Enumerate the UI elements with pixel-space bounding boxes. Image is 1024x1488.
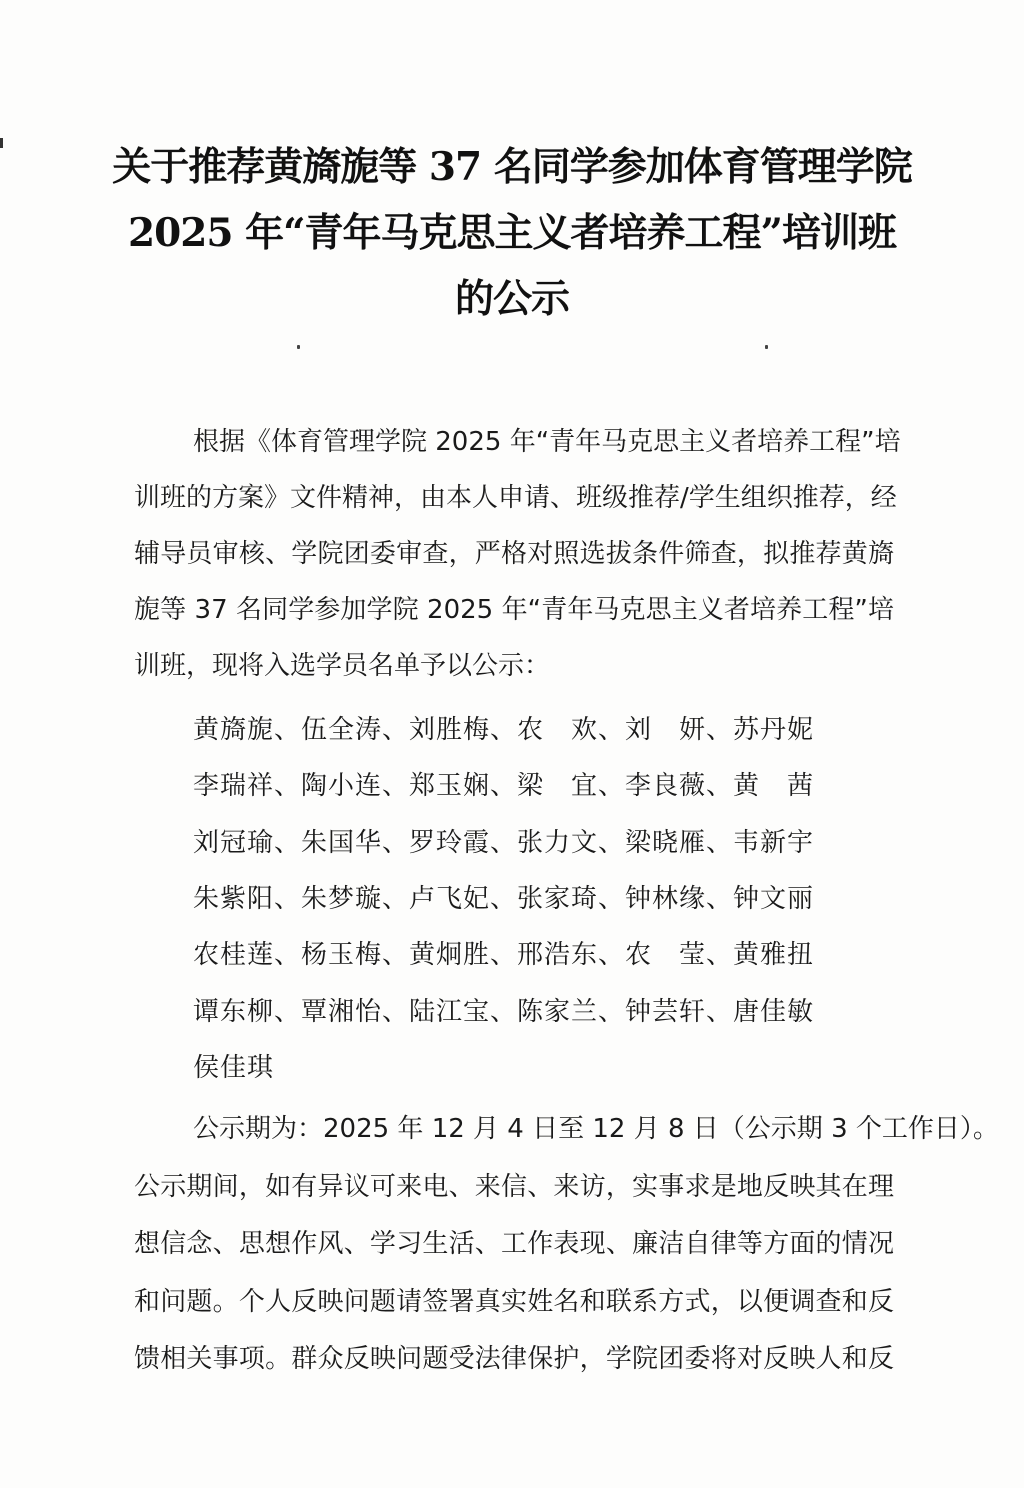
document-title-line-1: 关于推荐黄旖旎等 37 名同学参加体育管理学院 (112, 144, 912, 190)
name-list-line: 侯佳琪 (193, 1053, 275, 1083)
notice-line: 公示期间，如有异议可来电、来信、来访，实事求是地反映其在理 (134, 1172, 894, 1202)
scan-dot-mark (765, 345, 768, 349)
document-title-line-3: 的公示 (454, 276, 569, 322)
intro-line: 辅导员审核、学院团委审查，严格对照选拔条件筛查，拟推荐黄旖 (134, 539, 894, 569)
name-list-line: 农桂莲、杨玉梅、黄炯胜、邢浩东、农 莹、黄雅扭 (193, 940, 815, 970)
intro-line: 根据《体育管理学院 2025 年“青年马克思主义者培养工程”培 (193, 427, 901, 457)
scan-dot-mark (297, 345, 300, 349)
notice-line: 想信念、思想作风、学习生活、工作表现、廉洁自律等方面的情况 (134, 1229, 894, 1259)
notice-line: 公示期为：2025 年 12 月 4 日至 12 月 8 日（公示期 3 个工作日）。 (193, 1114, 999, 1144)
intro-line: 旎等 37 名同学参加学院 2025 年“青年马克思主义者培养工程”培 (134, 595, 894, 625)
scan-edge-mark (0, 138, 3, 148)
document-title-line-2: 2025 年“青年马克思主义者培养工程”培训班 (128, 210, 896, 256)
intro-line: 训班的方案》文件精神，由本人申请、班级推荐/学生组织推荐，经 (134, 483, 897, 513)
intro-line: 训班，现将入选学员名单予以公示： (134, 651, 551, 681)
notice-line: 馈相关事项。群众反映问题受法律保护，学院团委将对反映人和反 (134, 1344, 894, 1374)
name-list-line: 朱紫阳、朱梦璇、卢飞妃、张家琦、钟林缘、钟文丽 (193, 884, 815, 914)
name-list-line: 刘冠瑜、朱国华、罗玲霞、张力文、梁晓雁、韦新宇 (193, 828, 815, 858)
name-list-line: 李瑞祥、陶小连、郑玉娴、梁 宜、李良薇、黄 茜 (193, 771, 815, 801)
notice-line: 和问题。个人反映问题请签署真实姓名和联系方式，以便调查和反 (134, 1287, 894, 1317)
name-list-line: 谭东柳、覃湘怡、陆江宝、陈家兰、钟芸轩、唐佳敏 (193, 997, 815, 1027)
name-list-line: 黄旖旎、伍全涛、刘胜梅、农 欢、刘 妍、苏丹妮 (193, 715, 815, 745)
